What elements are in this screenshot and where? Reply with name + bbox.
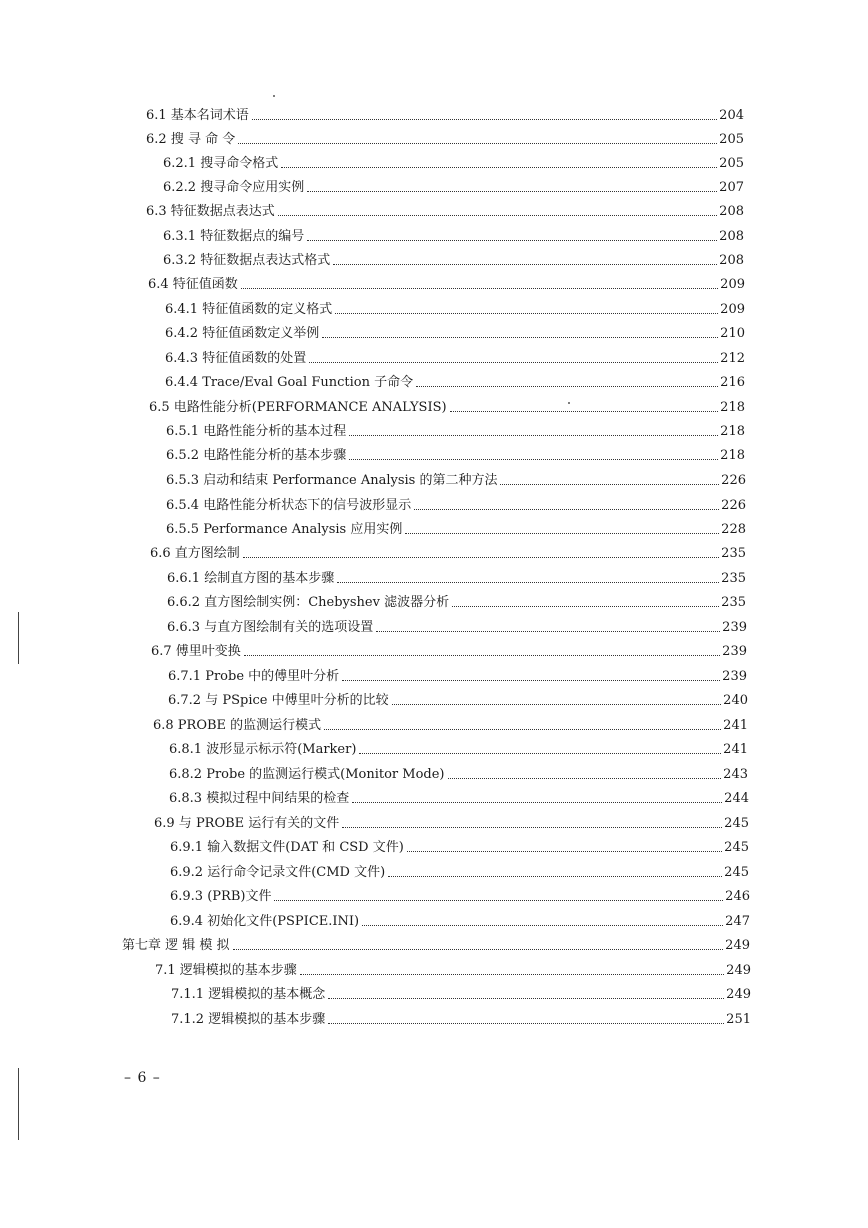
toc-entry: [168, 665, 747, 685]
toc-entry-page: 226: [721, 498, 746, 513]
toc-leader-dots: [333, 263, 717, 265]
toc-entry: [146, 104, 744, 124]
toc-entry-page: 208: [719, 204, 744, 219]
toc-entry-label: 6.5.1 电路性能分析的基本过程: [166, 424, 347, 439]
toc-entry: [166, 518, 746, 538]
toc-leader-dots: [450, 410, 719, 412]
toc-leader-dots: [416, 385, 718, 387]
toc-leader-dots: [322, 336, 718, 338]
toc-entry-label: 6.5.4 电路性能分析状态下的信号波形显示: [166, 498, 412, 513]
toc-entry-page: 243: [723, 767, 748, 782]
toc-entry-page: 241: [723, 718, 748, 733]
toc-entry-page: 239: [722, 620, 747, 635]
toc-leader-dots: [359, 752, 721, 754]
toc-entry: [153, 714, 748, 734]
toc-entry: [166, 469, 746, 489]
toc-leader-dots: [452, 605, 719, 607]
toc-entry-label: 6.7.2 与 PSpice 中傅里叶分析的比较: [168, 693, 389, 708]
toc-entry-page: 249: [726, 963, 751, 978]
toc-entry-page: 235: [721, 595, 746, 610]
scan-speck: [568, 402, 570, 404]
toc-entry-page: 235: [721, 546, 746, 561]
toc-entry-page: 239: [722, 644, 747, 659]
toc-entry-page: 226: [721, 473, 746, 488]
toc-entry-label: 6.1 基本名词术语: [146, 108, 249, 123]
toc-entry: [167, 591, 746, 611]
toc-entry-label: 6.4.4 Trace/Eval Goal Function 子命令: [165, 375, 414, 390]
toc-leader-dots: [335, 312, 718, 314]
toc-entry-label: 6.7 傅里叶变换: [151, 644, 241, 659]
toc-entry-label: 6.4.2 特征值函数定义举例: [165, 326, 320, 341]
toc-leader-dots: [233, 948, 724, 950]
toc-entry-page: 204: [719, 108, 744, 123]
toc-entry: [146, 200, 744, 220]
toc-leader-dots: [352, 801, 722, 803]
toc-leader-dots: [376, 630, 720, 632]
toc-entry-label: 6.6.3 与直方图绘制有关的选项设置: [167, 620, 374, 635]
toc-entry-page: 205: [719, 132, 744, 147]
toc-entry: [163, 249, 744, 269]
toc-leader-dots: [238, 142, 717, 144]
toc-entry: [155, 959, 751, 979]
toc-entry: [170, 836, 749, 856]
toc-entry-page: 218: [720, 448, 745, 463]
toc-entry-label: 6.2.1 搜寻命令格式: [163, 156, 279, 171]
toc-entry: [165, 347, 745, 367]
toc-entry-label: 7.1.2 逻辑模拟的基本步骤: [171, 1012, 326, 1027]
toc-leader-dots: [244, 654, 720, 656]
toc-leader-dots: [342, 826, 722, 828]
toc-leader-dots: [414, 508, 719, 510]
toc-leader-dots: [300, 973, 724, 975]
toc-leader-dots: [405, 532, 719, 534]
toc-entry-label: 6.8.1 波形显示标示符(Marker): [169, 742, 357, 757]
toc-entry-label: 6.2 搜 寻 命 令: [146, 132, 236, 147]
toc-entry-label: 7.1 逻辑模拟的基本步骤: [155, 963, 297, 978]
toc-entry-label: 6.2.2 搜寻命令应用实例: [163, 180, 305, 195]
toc-entry: [165, 298, 745, 318]
toc-leader-dots: [392, 703, 722, 705]
toc-entry: [169, 787, 749, 807]
toc-entry-page: 205: [719, 156, 744, 171]
toc-entry-label: 6.9.3 (PRB)文件: [170, 889, 272, 904]
toc-entry-page: 210: [720, 326, 745, 341]
toc-entry-page: 244: [724, 791, 749, 806]
toc-entry-page: 218: [720, 400, 745, 415]
toc-entry-label: 6.6 直方图绘制: [150, 546, 240, 561]
toc-leader-dots: [342, 679, 720, 681]
toc-entry-label: 6.8 PROBE 的监测运行模式: [153, 718, 322, 733]
scan-speck: [273, 95, 275, 97]
toc-entry-page: 235: [721, 571, 746, 586]
toc-leader-dots: [274, 899, 723, 901]
toc-entry-label: 6.3.1 特征数据点的编号: [163, 229, 305, 244]
toc-entry-label: 6.5.5 Performance Analysis 应用实例: [166, 522, 403, 537]
toc-entry: [163, 152, 744, 172]
toc-leader-dots: [328, 997, 724, 999]
toc-entry: [165, 322, 745, 342]
toc-leader-dots: [362, 924, 723, 926]
toc-entry-label: 6.8.2 Probe 的监测运行模式(Monitor Mode): [169, 767, 445, 782]
toc-entry: [168, 689, 748, 709]
toc-entry: [169, 738, 748, 758]
toc-entry-label: 6.5.2 电路性能分析的基本步骤: [166, 448, 347, 463]
toc-leader-dots: [349, 434, 718, 436]
toc-entry-label: 6.4 特征值函数: [148, 277, 238, 292]
toc-entry: [166, 444, 745, 464]
toc-entry: [171, 983, 751, 1003]
toc-entry-page: 209: [720, 277, 745, 292]
toc-entry-label: 6.7.1 Probe 中的傅里叶分析: [168, 669, 340, 684]
toc-leader-dots: [243, 556, 719, 558]
toc-leader-dots: [252, 118, 717, 120]
toc-entry: [166, 494, 746, 514]
toc-entry: [170, 861, 749, 881]
toc-entry-page: 251: [726, 1012, 751, 1027]
toc-entry: [146, 128, 744, 148]
toc-leader-dots: [324, 728, 721, 730]
toc-entry-label: 6.9.2 运行命令记录文件(CMD 文件): [170, 865, 386, 880]
toc-leader-dots: [337, 581, 719, 583]
toc-entry: [148, 273, 745, 293]
toc-entry-label: 6.5.3 启动和结束 Performance Analysis 的第二种方法: [166, 473, 498, 488]
toc-entry: [149, 396, 745, 416]
toc-entry-page: 249: [725, 938, 750, 953]
toc-entry: [122, 934, 750, 954]
toc-leader-dots: [500, 483, 719, 485]
toc-entry: [163, 176, 744, 196]
toc-entry-label: 6.3 特征数据点表达式: [146, 204, 275, 219]
toc-leader-dots: [278, 214, 717, 216]
toc-entry: [170, 910, 750, 930]
toc-entry-label: 6.9.1 输入数据文件(DAT 和 CSD 文件): [170, 840, 404, 855]
toc-entry-page: 245: [724, 865, 749, 880]
toc-entry-page: 212: [720, 351, 745, 366]
toc-entry: [169, 763, 748, 783]
toc-entry-label: 6.8.3 模拟过程中间结果的检查: [169, 791, 350, 806]
toc-entry-label: 7.1.1 逻辑模拟的基本概念: [171, 987, 326, 1002]
toc-leader-dots: [241, 287, 718, 289]
toc-entry-page: 208: [719, 253, 744, 268]
toc-entry: [167, 616, 747, 636]
scan-margin-line: [18, 1068, 19, 1140]
toc-entry: [171, 1008, 751, 1028]
toc-entry-page: 207: [719, 180, 744, 195]
toc-entry: [170, 885, 750, 905]
toc-entry-page: 240: [723, 693, 748, 708]
toc-entry-page: 216: [720, 375, 745, 390]
toc-entry-page: 245: [724, 816, 749, 831]
scan-margin-line: [18, 612, 19, 664]
toc-leader-dots: [309, 361, 718, 363]
page-number: – 6 –: [124, 1070, 161, 1086]
toc-leader-dots: [307, 239, 717, 241]
toc-entry-label: 6.6.1 绘制直方图的基本步骤: [167, 571, 335, 586]
toc-leader-dots: [349, 458, 718, 460]
toc-entry: [154, 812, 749, 832]
toc-entry: [167, 567, 746, 587]
toc-entry-page: 239: [722, 669, 747, 684]
toc-entry-label: 6.4.1 特征值函数的定义格式: [165, 302, 333, 317]
toc-entry: [150, 542, 746, 562]
toc-leader-dots: [328, 1022, 724, 1024]
toc-leader-dots: [307, 190, 717, 192]
toc-entry-page: 208: [719, 229, 744, 244]
toc-entry-label: 6.4.3 特征值函数的处置: [165, 351, 307, 366]
toc-leader-dots: [281, 166, 717, 168]
toc-leader-dots: [407, 850, 722, 852]
toc-entry-page: 218: [720, 424, 745, 439]
toc-entry-label: 6.5 电路性能分析(PERFORMANCE ANALYSIS): [149, 400, 447, 415]
toc-entry-page: 246: [725, 889, 750, 904]
toc-entry-label: 6.6.2 直方图绘制实例：Chebyshev 滤波器分析: [167, 595, 450, 610]
toc-entry: [151, 640, 747, 660]
toc-entry-page: 209: [720, 302, 745, 317]
toc-entry-label: 6.9.4 初始化文件(PSPICE.INI): [170, 914, 360, 929]
toc-leader-dots: [448, 777, 722, 779]
toc-entry: [165, 371, 745, 391]
toc-entry-page: 241: [723, 742, 748, 757]
toc-entry-page: 228: [721, 522, 746, 537]
toc-leader-dots: [388, 875, 722, 877]
toc-entry: [163, 225, 744, 245]
toc-entry-label: 第七章 逻 辑 模 拟: [122, 938, 230, 953]
toc-entry-page: 245: [724, 840, 749, 855]
toc-entry-label: 6.3.2 特征数据点表达式格式: [163, 253, 331, 268]
toc-entry-label: 6.9 与 PROBE 运行有关的文件: [154, 816, 340, 831]
toc-entry-page: 247: [725, 914, 750, 929]
toc-entry-page: 249: [726, 987, 751, 1002]
toc-entry: [166, 420, 745, 440]
